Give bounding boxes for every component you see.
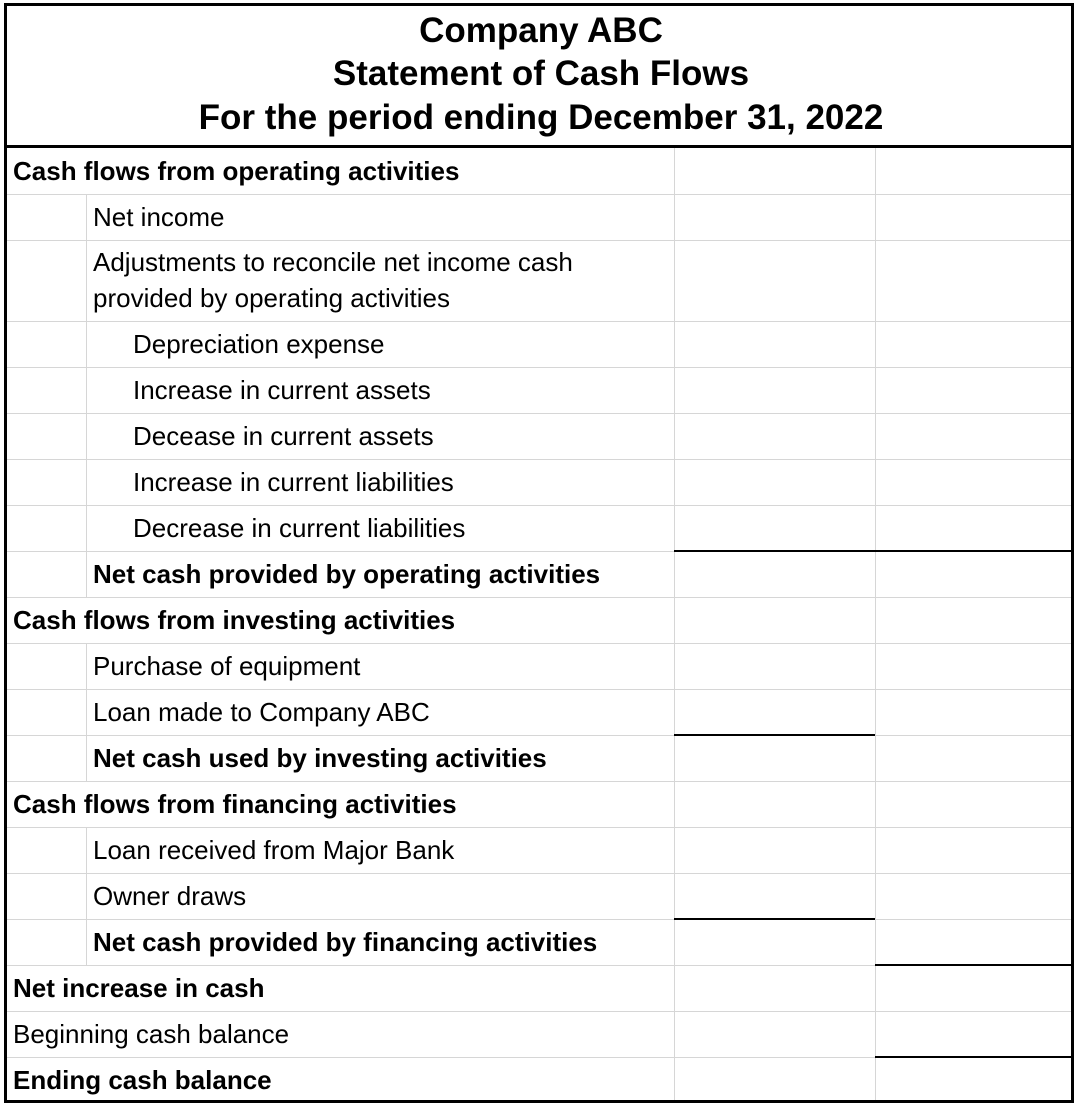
row-label: Net cash provided by financing activities [93, 927, 598, 957]
row-label: Net increase in cash [13, 973, 265, 1003]
row-label: Decrease in current liabilities [133, 513, 466, 543]
row-label: Net income [93, 202, 225, 232]
row-label: Beginning cash balance [13, 1019, 290, 1049]
row-label: Cash flows from investing activities [13, 605, 456, 635]
row-label: Cash flows from operating activities [13, 156, 460, 186]
row-label: Decease in current assets [133, 421, 434, 451]
row-label: Depreciation expense [133, 329, 385, 359]
row-label: Owner draws [93, 881, 247, 911]
row-label: Loan made to Company ABC [93, 697, 430, 727]
row-label: Purchase of equipment [93, 651, 361, 681]
statement-title: Statement of Cash Flows [332, 54, 750, 93]
row-label: Increase in current assets [133, 375, 431, 405]
row-label: Ending cash balance [13, 1065, 272, 1095]
row-label: Net cash used by investing activities [93, 743, 547, 773]
row-label: Loan received from Major Bank [93, 835, 455, 865]
row-label: Increase in current liabilities [133, 467, 454, 497]
statement-border [4, 3, 1074, 1103]
row-label: Cash flows from financing activities [13, 789, 457, 819]
row-label: Adjustments to reconcile net income cash provided by operating activities [93, 247, 573, 313]
company-name: Company ABC [419, 11, 663, 50]
period-line: For the period ending December 31, 2022 [198, 98, 884, 137]
row-label: Net cash provided by operating activities [93, 559, 601, 589]
